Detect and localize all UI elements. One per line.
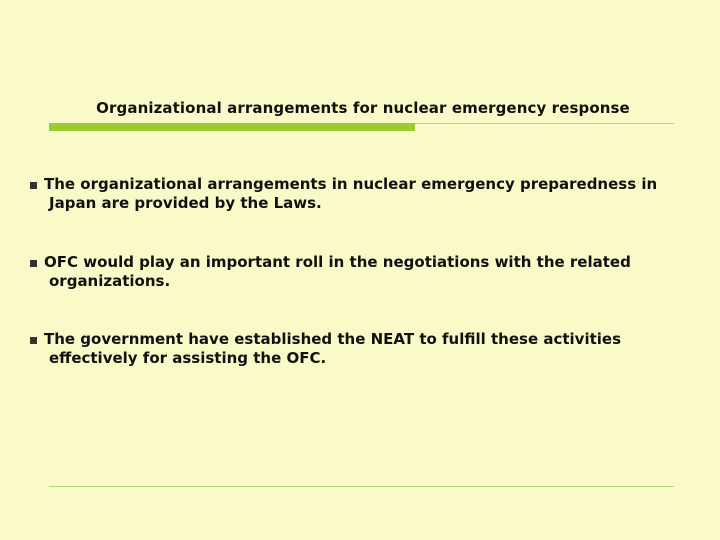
square-bullet-icon: [30, 337, 37, 344]
bullet-text-line-1: The organizational arrangements in nuclear emergency preparedness in: [44, 175, 658, 193]
square-bullet-icon: [30, 182, 37, 189]
bullet-text-line-1: OFC would play an important roll in the negotiations with the related: [44, 253, 631, 271]
bullet-item-2: [30, 253, 710, 291]
bullet-text-line-1: The government have established the NEAT to fulfill these activities: [44, 330, 621, 348]
square-bullet-icon: [30, 260, 37, 267]
bullet-text-line-2: organizations.: [49, 272, 171, 290]
title-underline-thick: [49, 123, 415, 131]
bottom-divider: [49, 486, 674, 487]
bullet-text-line-2: effectively for assisting the OFC.: [49, 349, 327, 367]
title-underline-thin: [415, 123, 674, 124]
slide-title: Organizational arrangements for nuclear emergency response: [96, 99, 630, 117]
bullet-text-line-2: Japan are provided by the Laws.: [49, 194, 322, 212]
bullet-item-1: [30, 175, 710, 213]
bullet-item-3: [30, 330, 710, 368]
